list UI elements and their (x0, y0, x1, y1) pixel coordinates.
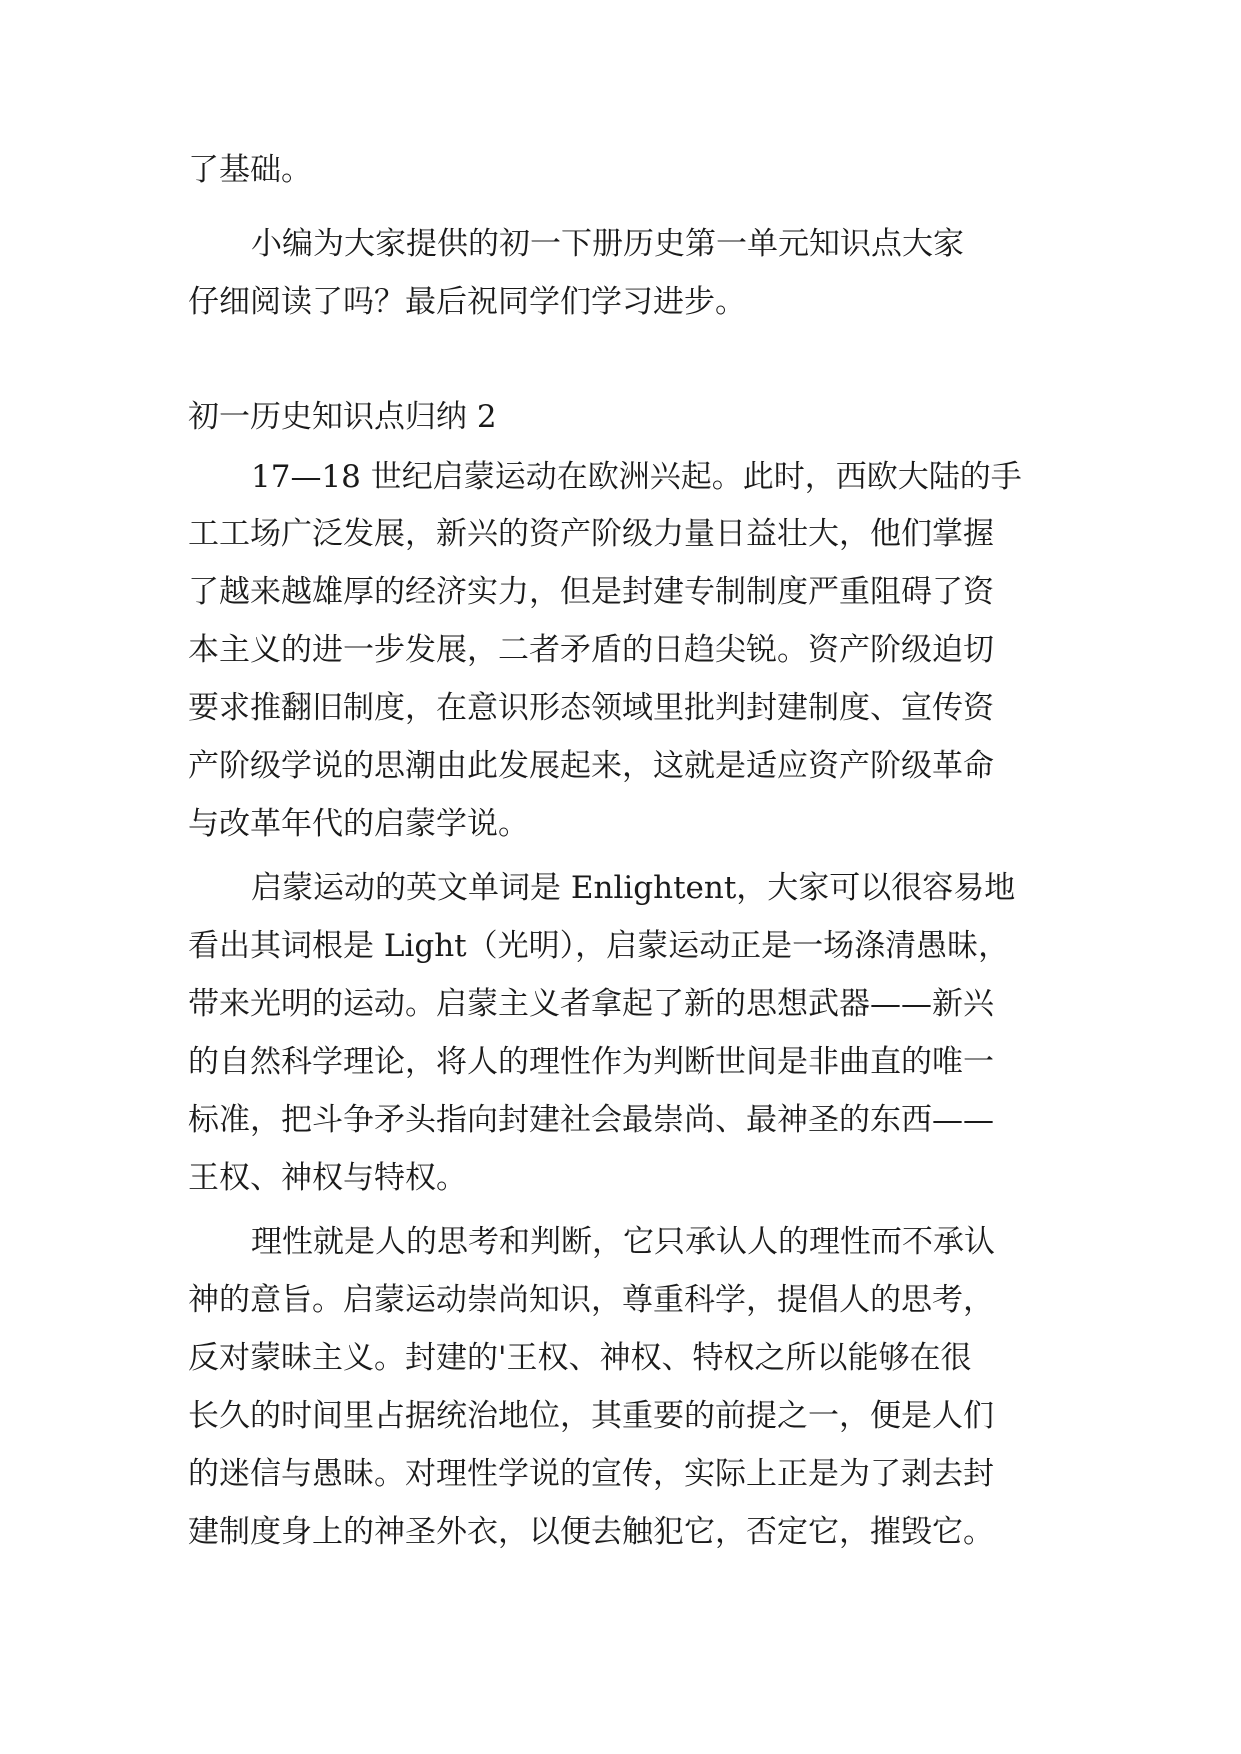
text-line: 的自然科学理论，将人的理性作为判断世间是非曲直的唯一 (188, 1044, 994, 1080)
text-line: 仔细阅读了吗？最后祝同学们学习进步。 (188, 284, 746, 320)
text-line: 产阶级学说的思潮由此发展起来，这就是适应资产阶级革命 (188, 748, 994, 784)
text-line: 与改革年代的启蒙学说。 (188, 806, 529, 842)
text-line: 工工场广泛发展，新兴的资产阶级力量日益壮大，他们掌握 (188, 516, 994, 552)
text-line: 17—18 世纪启蒙运动在欧洲兴起。此时，西欧大陆的手 (251, 459, 1022, 495)
text-line: 建制度身上的神圣外衣，以便去触犯它，否定它，摧毁它。 (188, 1514, 994, 1550)
text-line: 王权、神权与特权。 (188, 1160, 467, 1196)
text-line: 小编为大家提供的初一下册历史第一单元知识点大家 (251, 226, 964, 262)
text-line: 本主义的进一步发展，二者矛盾的日趋尖锐。资产阶级迫切 (188, 632, 994, 668)
text-line: 神的意旨。启蒙运动崇尚知识，尊重科学，提倡人的思考， (188, 1282, 994, 1318)
text-line: 的迷信与愚昧。对理性学说的宣传，实际上正是为了剥去封 (188, 1456, 994, 1492)
text-line: 长久的时间里占据统治地位，其重要的前提之一，便是人们 (188, 1398, 994, 1434)
text-line: 理性就是人的思考和判断，它只承认人的理性而不承认 (251, 1224, 995, 1260)
text-line: 标准，把斗争矛头指向封建社会最崇尚、最神圣的东西—— (188, 1102, 994, 1138)
text-line: 看出其词根是 Light（光明），启蒙运动正是一场涤清愚昧， (188, 928, 1010, 964)
section-heading: 初一历史知识点归纳 2 (188, 399, 497, 435)
text-line: 了基础。 (188, 152, 312, 188)
text-line: 启蒙运动的英文单词是 Enlightent，大家可以很容易地 (251, 870, 1016, 906)
text-line: 了越来越雄厚的经济实力，但是封建专制制度严重阻碍了资 (188, 574, 994, 610)
text-line: 带来光明的运动。启蒙主义者拿起了新的思想武器——新兴 (188, 986, 994, 1022)
text-line: 反对蒙昧主义。封建的'王权、神权、特权之所以能够在很 (188, 1340, 972, 1376)
text-line: 要求推翻旧制度，在意识形态领域里批判封建制度、宣传资 (188, 690, 994, 726)
